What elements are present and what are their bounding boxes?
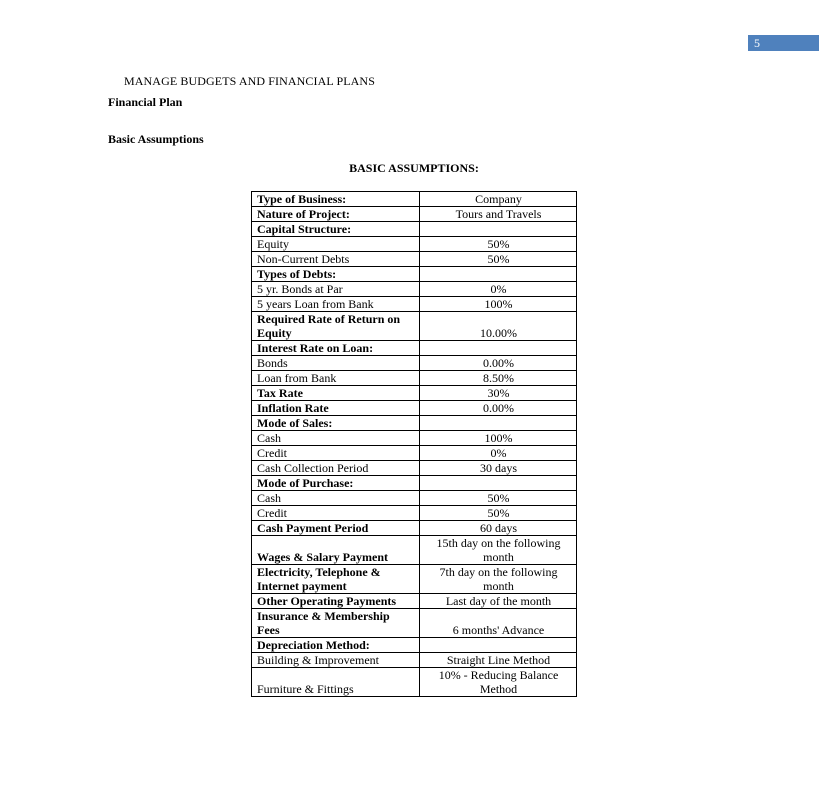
row-label: Loan from Bank <box>252 371 420 386</box>
row-label: Wages & Salary Payment <box>252 536 420 565</box>
row-value: 0% <box>420 282 577 297</box>
assumptions-table-body <box>252 192 577 697</box>
row-label: Depreciation Method: <box>252 638 420 653</box>
row-value <box>420 416 577 431</box>
row-value <box>420 476 577 491</box>
table-row <box>252 638 577 653</box>
row-value: 0.00% <box>420 356 577 371</box>
row-label: Capital Structure: <box>252 222 420 237</box>
row-label: Cash <box>252 491 420 506</box>
row-label: Bonds <box>252 356 420 371</box>
row-value: 15th day on the following month <box>420 536 577 565</box>
table-row <box>252 401 577 416</box>
row-value <box>420 341 577 356</box>
row-label: Equity <box>252 237 420 252</box>
table-row <box>252 416 577 431</box>
row-label: Electricity, Telephone & Internet payment <box>252 565 420 594</box>
row-value: Straight Line Method <box>420 653 577 668</box>
row-label: Cash Collection Period <box>252 461 420 476</box>
row-label: Mode of Sales: <box>252 416 420 431</box>
row-label: Mode of Purchase: <box>252 476 420 491</box>
row-value: 50% <box>420 506 577 521</box>
row-value: Tours and Travels <box>420 207 577 222</box>
table-row <box>252 312 577 341</box>
row-label: Building & Improvement <box>252 653 420 668</box>
row-label: Cash <box>252 431 420 446</box>
assumptions-table <box>251 191 577 697</box>
row-label: Interest Rate on Loan: <box>252 341 420 356</box>
row-label: Nature of Project: <box>252 207 420 222</box>
table-row <box>252 668 577 697</box>
table-row <box>252 565 577 594</box>
table-row <box>252 252 577 267</box>
row-value: 6 months' Advance <box>420 609 577 638</box>
row-value: 50% <box>420 237 577 252</box>
row-value: 60 days <box>420 521 577 536</box>
table-row <box>252 491 577 506</box>
table-row <box>252 192 577 207</box>
table-row <box>252 341 577 356</box>
table-row <box>252 506 577 521</box>
table-row <box>252 222 577 237</box>
heading-basic-assumptions: Basic Assumptions <box>108 132 204 146</box>
row-value: 30% <box>420 386 577 401</box>
row-label: 5 yr. Bonds at Par <box>252 282 420 297</box>
table-row <box>252 237 577 252</box>
table-row <box>252 386 577 401</box>
table-row <box>252 446 577 461</box>
table-row <box>252 282 577 297</box>
row-value: 10.00% <box>420 312 577 341</box>
row-label: Non-Current Debts <box>252 252 420 267</box>
table-row <box>252 371 577 386</box>
row-label: Required Rate of Return on Equity <box>252 312 420 341</box>
row-label: Credit <box>252 446 420 461</box>
row-value: 0.00% <box>420 401 577 416</box>
row-value: 50% <box>420 252 577 267</box>
row-value: 8.50% <box>420 371 577 386</box>
row-value: 100% <box>420 431 577 446</box>
row-label: Cash Payment Period <box>252 521 420 536</box>
row-label: Credit <box>252 506 420 521</box>
table-row <box>252 297 577 312</box>
table-row <box>252 207 577 222</box>
table-row <box>252 476 577 491</box>
table-row <box>252 536 577 565</box>
row-value: 100% <box>420 297 577 312</box>
heading-financial-plan: Financial Plan <box>108 95 183 109</box>
row-value: 7th day on the following month <box>420 565 577 594</box>
table-row <box>252 356 577 371</box>
row-value: 50% <box>420 491 577 506</box>
row-value: Last day of the month <box>420 594 577 609</box>
table-row <box>252 594 577 609</box>
row-label: Tax Rate <box>252 386 420 401</box>
row-label: 5 years Loan from Bank <box>252 297 420 312</box>
row-label: Furniture & Fittings <box>252 668 420 697</box>
row-value <box>420 267 577 282</box>
row-label: Inflation Rate <box>252 401 420 416</box>
running-head: MANAGE BUDGETS AND FINANCIAL PLANS <box>124 74 375 88</box>
page-number: 5 <box>748 35 819 51</box>
table-row <box>252 267 577 282</box>
table-row <box>252 609 577 638</box>
row-value <box>420 638 577 653</box>
table-row <box>252 431 577 446</box>
row-value: 30 days <box>420 461 577 476</box>
table-row <box>252 461 577 476</box>
table-row <box>252 653 577 668</box>
table-title: BASIC ASSUMPTIONS: <box>349 161 479 175</box>
row-label: Insurance & Membership Fees <box>252 609 420 638</box>
row-label: Types of Debts: <box>252 267 420 282</box>
row-value: Company <box>420 192 577 207</box>
row-value: 10% - Reducing Balance Method <box>420 668 577 697</box>
row-label: Other Operating Payments <box>252 594 420 609</box>
row-label: Type of Business: <box>252 192 420 207</box>
row-value <box>420 222 577 237</box>
table-row <box>252 521 577 536</box>
row-value: 0% <box>420 446 577 461</box>
